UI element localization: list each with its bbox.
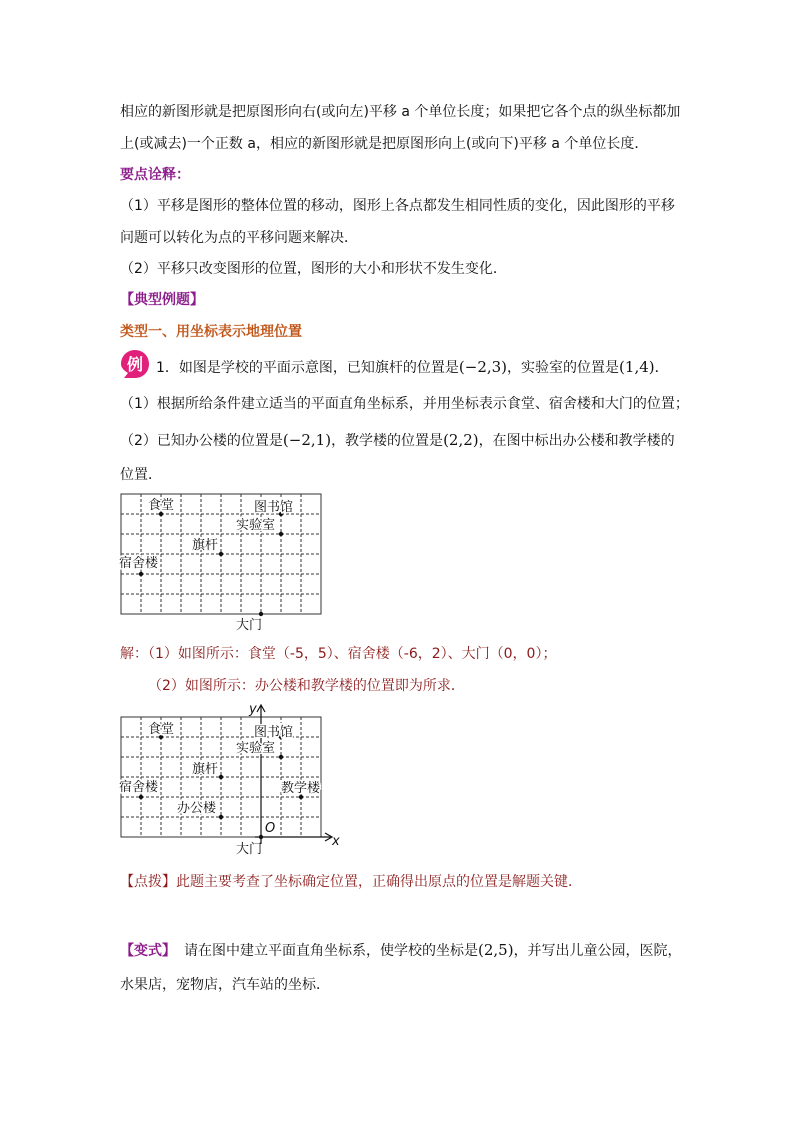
question-2-text-2: ，教学楼的位置是 <box>331 433 444 449</box>
question-2 <box>120 430 675 451</box>
dorm-point <box>139 795 143 799</box>
school-map-1 <box>115 490 330 635</box>
gate-point <box>259 835 263 839</box>
key-point-1-line-2: 问题可以转化为点的平移问题来解决． <box>120 230 358 246</box>
example-text-1: 1．如图是学校的平面示意图，已知旗杆的位置是 <box>156 360 459 376</box>
variant <box>120 940 682 961</box>
library-label: 图书馆 <box>254 500 294 515</box>
gate-label: 大门 <box>236 618 263 633</box>
solution-line-1: 解：（1）如图所示：食堂（-5，5）、宿舍楼（-6，2）、大门（0，0）； <box>120 646 557 662</box>
intro-line-1: 相应的新图形就是把原图形向右(或向左)平移 a 个单位长度；如果把它各个点的纵坐标都加 <box>120 104 681 120</box>
y-axis-label: y <box>249 702 257 717</box>
question-2-text-3: ，在图中标出办公楼和教学楼的 <box>478 433 675 449</box>
solution-line-2: （2）如图所示：办公楼和教学楼的位置即为所求． <box>148 678 465 694</box>
canteen-label: 食堂 <box>148 498 175 513</box>
lab-label: 实验室 <box>236 741 276 756</box>
teaching-label: 教学楼 <box>281 781 321 796</box>
question-2-line-2: 位置． <box>120 467 162 483</box>
examples-heading: 【典型例题】 <box>120 292 204 308</box>
library-label: 图书馆 <box>254 725 294 740</box>
example-text-2: ，实验室的位置是 <box>507 360 620 376</box>
teaching-coordinate: (2,2) <box>443 431 479 449</box>
lab-point <box>279 755 283 759</box>
gate-label: 大门 <box>236 842 263 857</box>
tip-text: 此题主要考查了坐标确定位置，正确得出原点的位置是解题关键． <box>176 874 582 890</box>
key-point-2: （2）平移只改变图形的位置，图形的大小和形状不发生变化． <box>120 261 507 277</box>
flagpole-point <box>219 552 223 556</box>
flagpole-label: 旗杆 <box>192 762 219 777</box>
office-label: 办公楼 <box>177 801 217 816</box>
gate-point <box>259 612 263 616</box>
origin-label: O <box>265 821 276 836</box>
lab-coordinate: (1,4) <box>619 358 655 376</box>
key-points-heading: 要点诠释： <box>120 167 190 183</box>
school-map-2 <box>115 702 345 858</box>
tip-label: 【点拨】 <box>120 874 176 890</box>
question-2-text-1: （2）已知办公楼的位置是 <box>120 433 283 449</box>
school-coordinate: (2,5) <box>478 941 514 959</box>
variant-label: 【变式】 <box>120 943 176 959</box>
example-text-3: ． <box>654 360 669 376</box>
question-1: （1）根据所给条件建立适当的平面直角坐标系，并用坐标表示食堂、宿舍楼和大门的位置； <box>120 396 689 412</box>
lab-point <box>279 532 283 536</box>
variant-text-2: ，并写出儿童公园，医院， <box>513 943 682 959</box>
example-badge-text: 例 <box>126 355 144 374</box>
flagpole-point <box>219 775 223 779</box>
variant-text-1: 请在图中建立平面直角坐标系，使学校的坐标是 <box>184 943 478 959</box>
dorm-point <box>139 572 143 576</box>
type-heading: 类型一、用坐标表示地理位置 <box>120 324 302 340</box>
key-point-1-line-1: （1）平移是图形的整体位置的移动，图形上各点都发生相同性质的变化，因此图形的平移 <box>120 198 675 214</box>
office-point <box>219 815 223 819</box>
x-axis-label: x <box>332 834 340 849</box>
variant-line-2: 水果店，宠物店，汽车站的坐标． <box>120 977 330 993</box>
example-badge-icon <box>120 349 150 379</box>
lab-label: 实验室 <box>236 518 276 533</box>
office-coordinate: (−2,1) <box>282 431 332 449</box>
dorm-label: 宿舍楼 <box>119 780 159 795</box>
example-question <box>156 357 669 378</box>
tip <box>120 872 582 892</box>
intro-line-2: 上(或减去)一个正数 a，相应的新图形就是把原图形向上(或向下)平移 a 个单位长度． <box>120 136 649 152</box>
flagpole-label: 旗杆 <box>192 538 219 553</box>
canteen-label: 食堂 <box>148 722 175 737</box>
flag-coordinate: (−2,3) <box>458 358 508 376</box>
dorm-label: 宿舍楼 <box>119 556 159 571</box>
